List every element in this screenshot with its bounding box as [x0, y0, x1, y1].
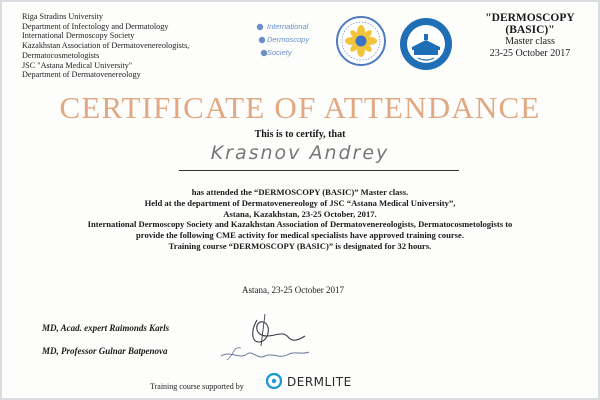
- handwritten-signature-icon: [217, 302, 327, 372]
- signatory-2: MD, Professor Gulnar Batpenova: [42, 346, 168, 356]
- issuing-organizations: [22, 12, 189, 80]
- ids-logo-word: Society: [267, 48, 292, 57]
- org-line: Dermatocosmetologists: [22, 50, 100, 60]
- body-line: International Dermoscopy Society and Kazakhstan Association of Dermatovenereologists, Dermatocosmetologists to: [87, 219, 513, 230]
- ids-logo-word: Dermoscopy: [267, 35, 310, 44]
- course-name-line1: "DERMOSCOPY: [485, 12, 575, 24]
- course-dates: 23-25 October 2017: [489, 47, 571, 59]
- org-line: Department of Dermatovenereology: [22, 70, 141, 80]
- dermlite-logo-icon: [266, 373, 282, 389]
- place-and-date: Astana, 23-25 October 2017: [242, 285, 344, 295]
- org-line: JSC "Astana Medical University": [22, 60, 133, 70]
- ids-logo-word: International: [267, 22, 309, 31]
- body-line: Astana, Kazakhstan, 23-25 October, 2017.: [223, 208, 377, 219]
- org-line: Kazakhstan Association of Dermatovenereologists,: [22, 41, 190, 51]
- recipient-name: Krasnov Andrey: [210, 142, 390, 164]
- body-line: has attended the “DERMOSCOPY (BASIC)” Master class.: [191, 187, 409, 197]
- course-header: [468, 13, 592, 59]
- body-line: Held at the department of Dermatovenereology of JSC “Astana Medical University”,: [144, 197, 456, 208]
- sponsor-brand: DERMLITE: [287, 375, 352, 389]
- amu-emblem-icon: [398, 16, 454, 72]
- signatory-1: MD, Acad. expert Raimonds Karls: [42, 323, 170, 333]
- body-line: provide the following CME activity for medical specialists have approved training course.: [136, 230, 464, 241]
- body-line: Training course “DERMOSCOPY (BASIC)” is designated for 32 hours.: [168, 240, 432, 251]
- certificate-title: CERTIFICATE OF ATTENDANCE: [59, 90, 541, 125]
- course-type: Master class: [505, 36, 555, 47]
- org-line: Department of Infectology and Dermatology: [22, 21, 169, 31]
- kaz-association-emblem-icon: [335, 15, 387, 67]
- recipient-underline: [179, 170, 459, 171]
- certify-text: This is to certify, that: [254, 129, 346, 140]
- org-line: Riga Stradins University: [22, 12, 103, 21]
- certificate-body: [22, 187, 578, 252]
- sponsor-label: Training course supported by: [150, 382, 244, 391]
- course-name-line2: (BASIC)": [505, 23, 555, 36]
- org-line: International Dermoscopy Society: [22, 31, 135, 41]
